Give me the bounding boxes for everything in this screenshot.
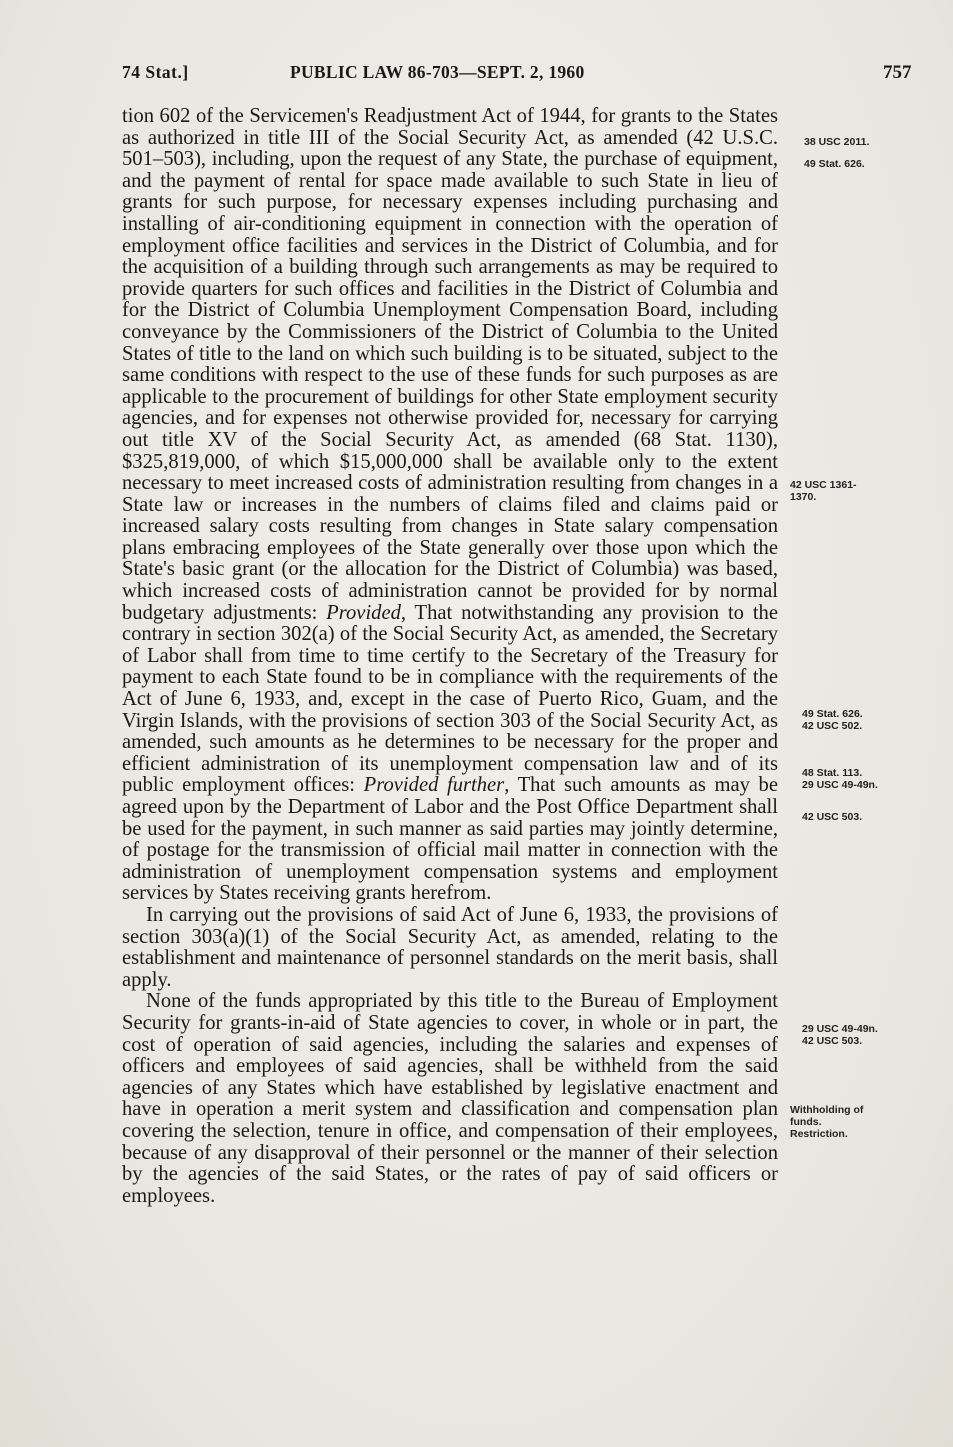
margin-citation bbox=[804, 158, 865, 170]
page-number: 757 bbox=[883, 62, 912, 83]
margin-note-line: 42 USC 503. bbox=[802, 1035, 863, 1047]
margin-note-line: 29 USC 49-49n. bbox=[802, 779, 878, 791]
margin-note-line: 49 Stat. 626. bbox=[804, 158, 865, 170]
margin-note-line: 38 USC 2011. bbox=[804, 136, 870, 148]
page-header bbox=[0, 62, 953, 86]
paragraph bbox=[122, 991, 778, 1207]
statute-volume: 74 Stat.] bbox=[122, 62, 189, 82]
margin-note-line: 42 USC 1361- bbox=[790, 479, 857, 491]
body-text bbox=[122, 106, 778, 1207]
margin-citation bbox=[802, 767, 878, 791]
margin-note-line: 49 Stat. 626. bbox=[802, 708, 863, 720]
margin-citation bbox=[802, 708, 863, 732]
text-run: tion 602 of the Servicemen's Readjustment Act of 1944, for grants to the States as authorized in title III of the Social Security Act, as amended (42 U.S.C. 501–503), including, upon the request of any State, the purchase of equipment, and the payment of rental for space made available to such State in lieu of grants for such purpose, for necessary expenses including purchasing and installing of air-conditioning equipment in connection with the operation of employment office facilities and services in the District of Columbia, and for the acquisition of a building through such arrangements as may be required to provide quarters for such offices and facilities in the District of Columbia and for the District of Columbia Unemployment Compensation Board, including conveyance by the Commissioners of the District of Columbia to the United States of title to the land on which such building is to be situated, subject to the same conditions with respect to the use of these funds for such purposes as are applicable to the procurement of buildings for other State employment security agencies, and for expenses not otherwise provided for, necessary for carrying out title XV of the Social Security Act, as amended (68 Stat. 1130), $325,819,000, of which $15,000,000 shall be available only to the extent necessary to meet increased costs of administration resulting from changes in a State law or increases in the numbers of claims filed and claims paid or increased salary costs resulting from changes in State salary compensation plans embracing employees of the State generally over those upon which the State's basic grant (or the allocation for the District of Columbia) was based, which increased costs of administration cannot be provided for by normal budgetary adjustments: bbox=[122, 105, 778, 624]
text-run: In carrying out the provisions of said Act of June 6, 1933, the provisions of section 303(a)(1) of the Social Security Act, as amended, relating to the establishment and maintenance of personnel standards on the merit basis, shall apply. bbox=[122, 903, 778, 991]
running-title: PUBLIC LAW 86-703—SEPT. 2, 1960 bbox=[290, 62, 585, 82]
text-run: , That notwithstanding any provision to the contrary in section 302(a) of the Social Security Act, as amended, the Secretary of Labor shall from time to time certify to the Secretary of the Treasury for payment to each State found to be in compliance with the requirements of the Act of June 6, 1933, and, except in the case of Puerto Rico, Guam, and the Virgin Islands, with the provisions of section 303 of the Social Security Act, as amended, such amounts as he determines to be necessary for the proper and efficient administration of its unemployment compensation law and of its public employment offices: bbox=[122, 601, 778, 797]
italic-term: Provided further bbox=[363, 774, 505, 797]
paragraph bbox=[122, 106, 778, 905]
margin-note-line: 1370. bbox=[790, 491, 817, 503]
margin-note-line: 29 USC 49-49n. bbox=[802, 1023, 878, 1035]
margin-citation bbox=[804, 136, 869, 148]
margin-note-line: 42 USC 502. bbox=[802, 720, 863, 732]
margin-note-line: 42 USC 503. bbox=[802, 811, 863, 823]
margin-citation bbox=[802, 811, 862, 823]
italic-term: Provided bbox=[326, 601, 401, 624]
margin-citation bbox=[790, 479, 857, 503]
margin-note-line: Restriction. bbox=[790, 1128, 848, 1140]
margin-note-line: 48 Stat. 113. bbox=[802, 767, 863, 779]
margin-sidenote bbox=[790, 1104, 863, 1140]
text-run: None of the funds appropriated by this title to the Bureau of Employment Security for grants-in-aid of State agencies to cover, in whole or in part, the cost of operation of said agencies, including the salaries and expenses of officers and employees of said agencies, shall be withheld from the said agencies of any States which have established by legislative enactment and have in operation a merit system and classification and compensation plan covering the selection, tenure in office, and compensation of their employees, because of any disapproval of their personnel or the manner of their selection by the agencies of the said States, or the rates of pay of said officers or employees. bbox=[122, 990, 778, 1207]
margin-note-line: Withholding of bbox=[790, 1104, 864, 1116]
margin-citation bbox=[802, 1023, 878, 1047]
paragraph bbox=[122, 905, 778, 991]
text-run: , That such amounts as may be agreed upon by the Department of Labor and the Post Office Department shall be used for the payment, in such manner as said parties may jointly determine, of postage for the transmission of official mail matter in connection with the administration of unemployment compensation systems and employment services by States receiving grants herefrom. bbox=[122, 774, 778, 905]
margin-note-line: funds. bbox=[790, 1116, 822, 1128]
